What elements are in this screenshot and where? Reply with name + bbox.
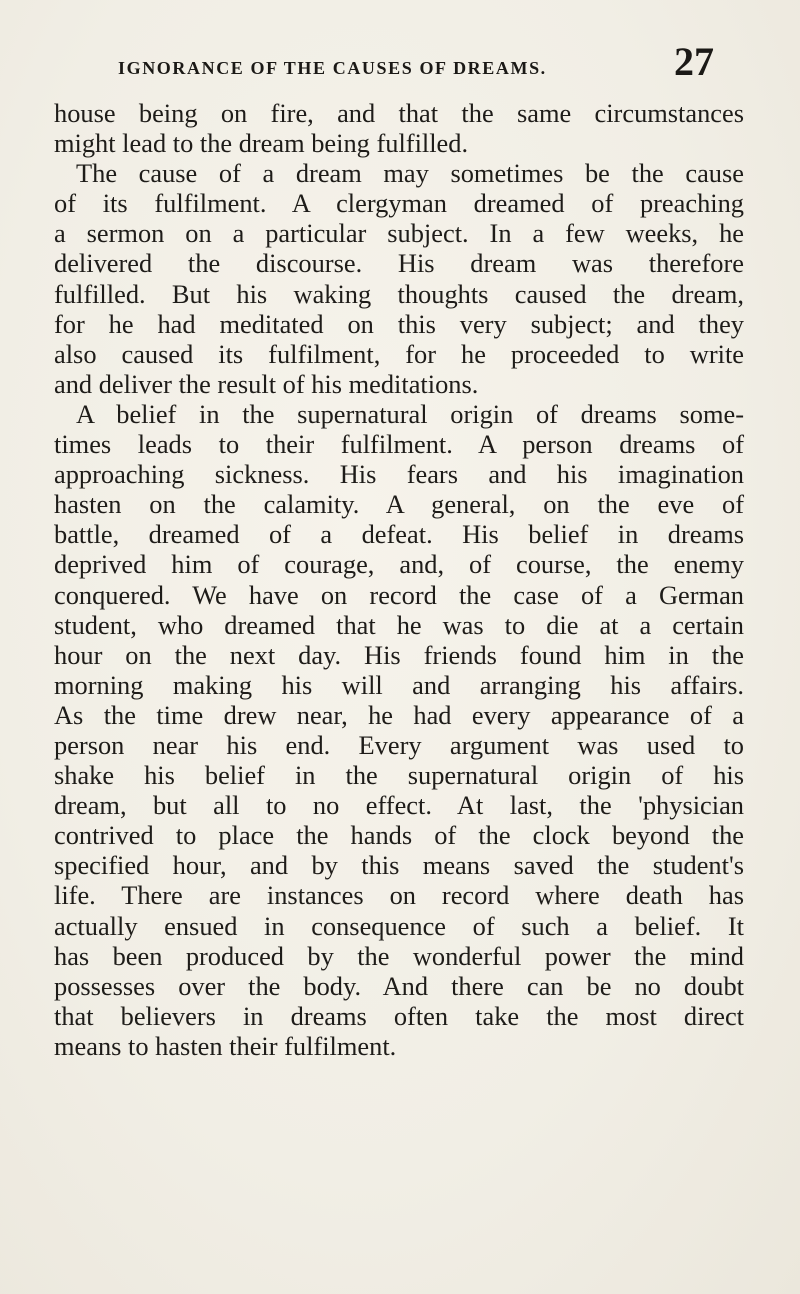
text-line: shake his belief in the supernatural origin of his — [54, 760, 744, 791]
running-title: IGNORANCE OF THE CAUSES OF DREAMS. — [118, 58, 547, 78]
text-line: morning making his will and arranging his affairs. — [54, 669, 744, 700]
text-line: The cause of a dream may sometimes be the cause — [76, 158, 744, 189]
text-line: specified hour, and by this means saved the student's — [54, 850, 744, 881]
text-line: possesses over the body. And there can be no doubt — [54, 970, 744, 1001]
text-line: hour on the next day. His friends found him in the — [54, 639, 744, 670]
text-line: person near his end. Every argument was used to — [54, 729, 744, 760]
text-line: approaching sickness. His fears and his imagination — [54, 459, 744, 490]
text-line: might lead to the dream being fulfilled. — [54, 128, 469, 159]
text-line: deprived him of courage, and, of course, the enemy — [54, 549, 744, 580]
text-line: actually ensued in consequence of such a belief. It — [54, 910, 744, 941]
text-line: student, who dreamed that he was to die at a certain — [54, 609, 744, 640]
text-line: hasten on the calamity. A general, on the eve of — [54, 489, 744, 520]
text-line: of its fulfilment. A clergyman dreamed of preaching — [54, 188, 744, 219]
text-line: As the time drew near, he had every appearance of a — [54, 699, 744, 730]
text-line: fulfilled. But his waking thoughts caused the dream, — [54, 278, 744, 309]
text-line: A belief in the supernatural origin of dreams some- — [76, 398, 744, 429]
text-line: also caused its fulfilment, for he proceeded to write — [54, 338, 744, 369]
text-line: a sermon on a particular subject. In a few weeks, he — [54, 218, 744, 249]
body-text — [54, 98, 744, 1061]
text-line: delivered the discourse. His dream was therefore — [54, 248, 744, 279]
text-line: house being on fire, and that the same circumstances — [54, 98, 744, 128]
text-line: battle, dreamed of a defeat. His belief in dreams — [54, 519, 744, 550]
page-number: 27 — [674, 39, 714, 84]
text-line: means to hasten their fulfilment. — [54, 1030, 397, 1061]
text-line: has been produced by the wonderful power the mind — [54, 940, 744, 971]
text-line: for he had meditated on this very subject; and they — [54, 308, 744, 339]
text-line: that believers in dreams often take the most direct — [54, 1000, 744, 1031]
text-line: life. There are instances on record where death has — [54, 880, 744, 911]
text-line: times leads to their fulfilment. A person dreams of — [54, 429, 744, 460]
text-line: contrived to place the hands of the clock beyond the — [54, 820, 744, 851]
text-line: conquered. We have on record the case of a German — [54, 579, 744, 610]
text-line: dream, but all to no effect. At last, the 'physician — [54, 790, 744, 821]
running-head — [118, 39, 714, 84]
text-line: and deliver the result of his meditations. — [54, 368, 479, 399]
